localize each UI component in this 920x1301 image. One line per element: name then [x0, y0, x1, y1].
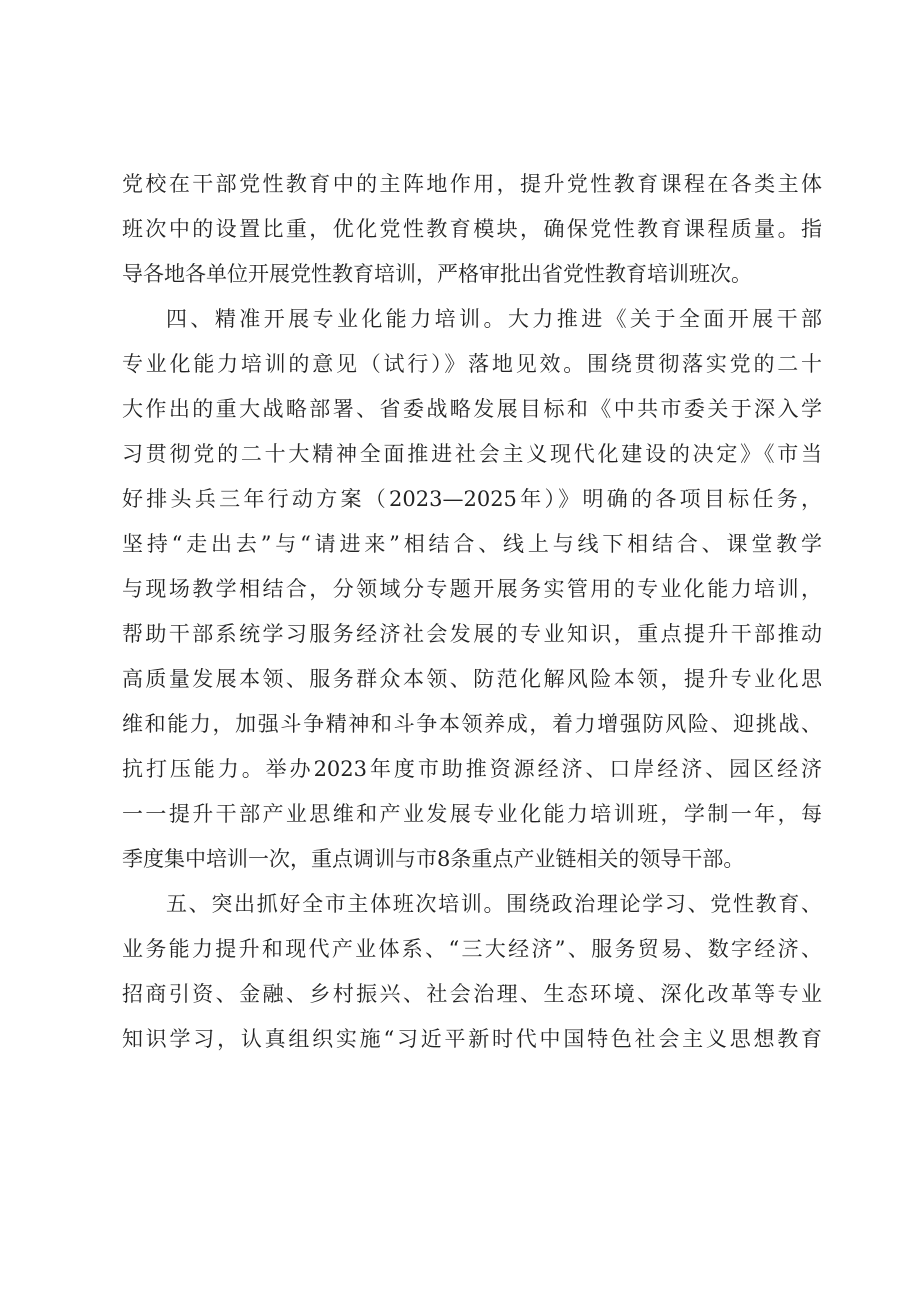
body-text-line: 高质量发展本领、服务群众本领、防范化解风险本领，提升专业化思: [122, 667, 822, 691]
body-text-line: 班次中的设置比重，优化党性教育模块，确保党性教育课程质量。指: [122, 217, 822, 241]
body-text-line: 专业化能力培训的意见（试行）》落地见效。围绕贯彻落实党的二十: [122, 352, 822, 376]
body-text-line: 党校在干部党性教育中的主阵地作用，提升党性教育课程在各类主体: [122, 172, 822, 196]
body-text-line: 导各地各单位开展党性教育培训，严格审批出省党性教育培训班次。: [122, 262, 752, 286]
body-text-line: 帮助干部系统学习服务经济社会发展的专业知识，重点提升干部推动: [122, 622, 822, 646]
section-heading-line: 五、突出抓好全市主体班次培训。围绕政治理论学习、党性教育、: [166, 892, 822, 916]
body-text-line: 抗打压能力。举办2023年度市助推资源经济、口岸经济、园区经济: [122, 757, 822, 781]
body-text-line: 一一提升干部产业思维和产业发展专业化能力培训班，学制一年，每: [122, 802, 822, 826]
body-text-line: 业务能力提升和现代产业体系、“三大经济”、服务贸易、数字经济、: [122, 937, 822, 961]
body-text-line: 季度集中培训一次，重点调训与市8条重点产业链相关的领导干部。: [122, 847, 745, 871]
body-text-line: 好排头兵三年行动方案（2023—2025年）》明确的各项目标任务，: [122, 487, 822, 511]
body-text-line: 大作出的重大战略部署、省委战略发展目标和《中共市委关于深入学: [122, 397, 822, 421]
body-text-line: 与现场教学相结合，分领域分专题开展务实管用的专业化能力培训，: [122, 577, 822, 601]
body-text-line: 招商引资、金融、乡村振兴、社会治理、生态环境、深化改革等专业: [122, 982, 822, 1006]
section-heading-line: 四、精准开展专业化能力培训。大力推进《关于全面开展干部: [166, 307, 822, 331]
body-text-line: 坚持“走出去”与“请进来”相结合、线上与线下相结合、课堂教学: [122, 532, 822, 556]
body-text-line: 维和能力，加强斗争精神和斗争本领养成，着力增强防风险、迎挑战、: [122, 712, 822, 736]
body-text-line: 习贯彻党的二十大精神全面推进社会主义现代化建设的决定》《市当: [122, 442, 822, 466]
body-text-line: 知识学习，认真组织实施“习近平新时代中国特色社会主义思想教育: [122, 1027, 822, 1051]
